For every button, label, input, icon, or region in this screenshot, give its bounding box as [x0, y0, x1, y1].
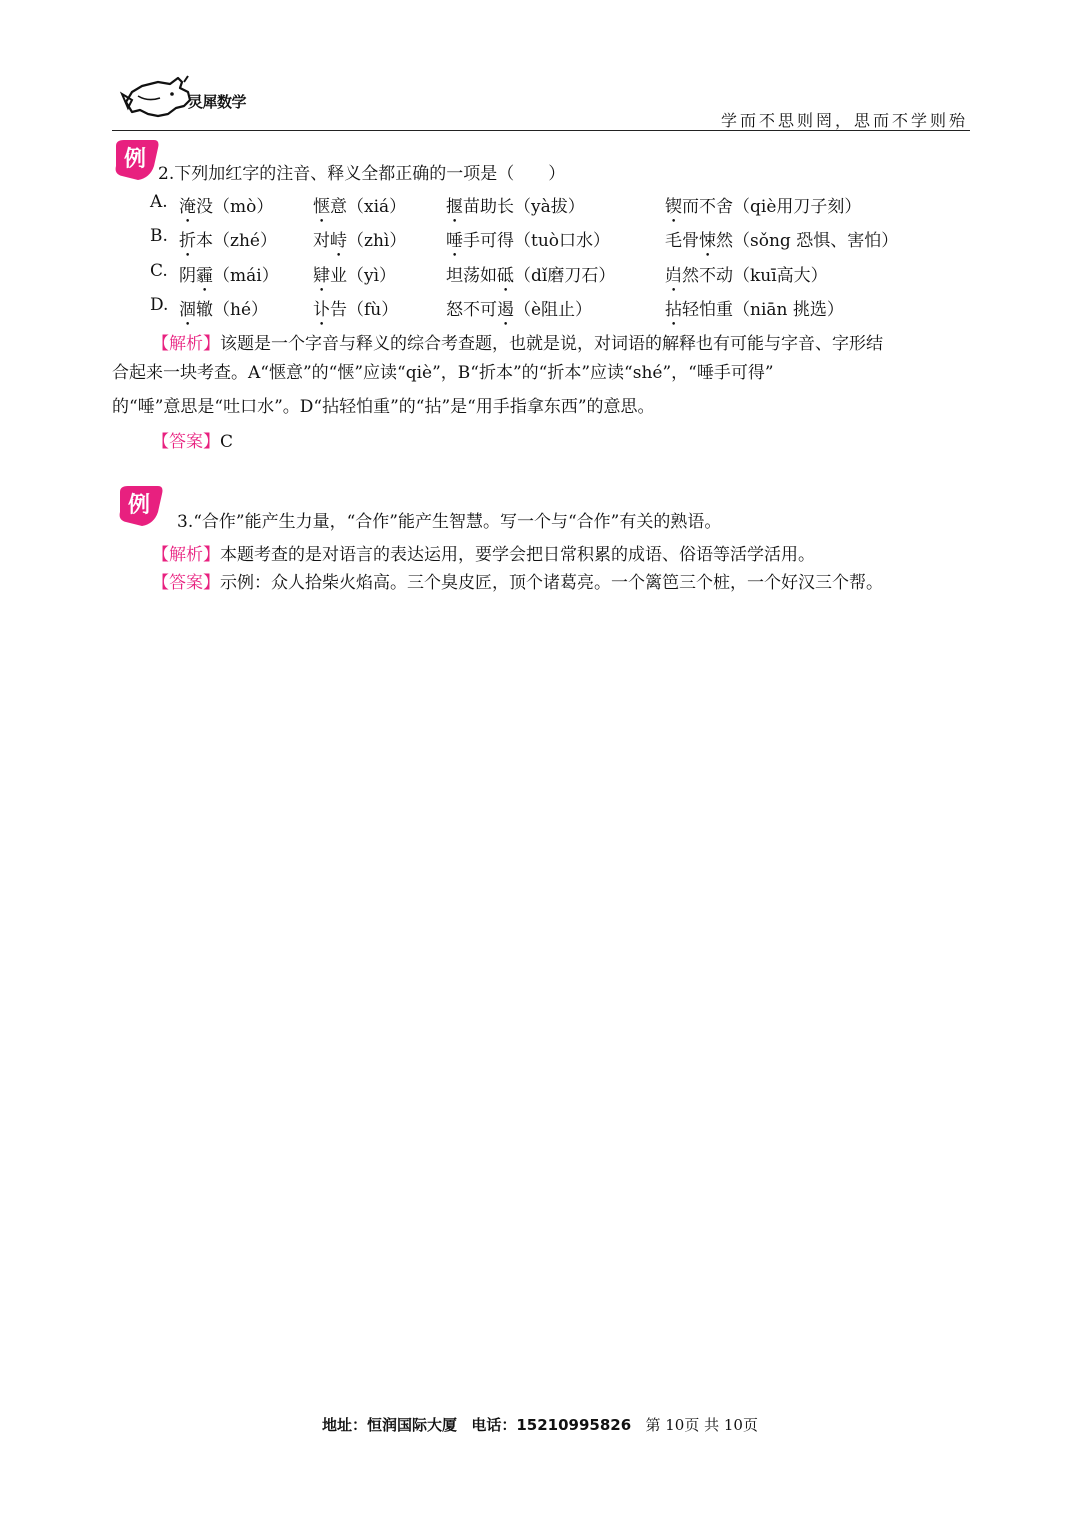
option-item: 唾手可得（tuò口水）: [446, 231, 611, 251]
answer-tag: 【答案】: [152, 432, 220, 452]
option-item: 怒不可遏（è阻止）: [446, 300, 593, 320]
footer-page-number: 第 10页 共 10页: [645, 1416, 758, 1434]
option-item: 毛骨悚然（sǒng 恐惧、害怕）: [665, 231, 899, 251]
analysis-2-line1: 【解析】该题是一个字音与释义的综合考查题，也就是说，对词语的解释也有可能与字音、字形结: [152, 334, 883, 354]
option-item: 锲而不舍（qiè用刀子刻）: [665, 197, 862, 217]
page-header: [112, 70, 970, 132]
option-item: 惬意（xiá）: [313, 197, 407, 217]
answer-tag: 【答案】: [152, 573, 220, 593]
footer-address: 地址：恒润国际大厦: [322, 1416, 458, 1434]
option-letter: B.: [150, 226, 168, 246]
analysis-2-line2: 合起来一块考查。A“惬意”的“惬”应读“qiè”，B“折本”的“折本”应读“shé”，“唾手可得”: [112, 363, 774, 383]
option-letter: C.: [150, 261, 168, 281]
question-2: 2.下列加红字的注音、释义全都正确的一项是（ ）: [158, 164, 566, 184]
header-motto: 学而不思则罔，思而不学则殆: [720, 111, 968, 130]
logo-text: 灵犀数学: [188, 93, 247, 111]
analysis-tag: 【解析】: [152, 334, 220, 354]
answer-3: 【答案】示例：众人拾柴火焰高。三个臭皮匠，顶个诸葛亮。一个篱笆三个桩，一个好汉三个帮。: [152, 573, 883, 593]
question-3: 3.“合作”能产生力量，“合作”能产生智慧。写一个与“合作”有关的熟语。: [177, 512, 722, 532]
option-item: 淹没（mò）: [179, 197, 274, 217]
option-item: 拈轻怕重（niān 挑选）: [665, 300, 844, 320]
svg-text:例: 例: [123, 147, 147, 172]
analysis-3: 【解析】本题考查的是对语言的表达运用，要学会把日常积累的成语、俗语等活学活用。: [152, 545, 815, 565]
option-letter: D.: [150, 295, 169, 315]
analysis-2-line3: 的“唾”意思是“吐口水”。D“拈轻怕重”的“拈”是“用手指拿东西”的意思。: [112, 397, 655, 417]
footer-phone: 电话：15210995826: [471, 1416, 632, 1434]
header-divider: [112, 130, 970, 131]
option-item: 讣告（fù）: [313, 300, 399, 320]
option-letter: A.: [150, 192, 168, 212]
option-item: 坦荡如砥（dǐ磨刀石）: [446, 266, 616, 286]
page-footer: [0, 1414, 1080, 1435]
option-item: 岿然不动（kuī高大）: [665, 266, 828, 286]
analysis-tag: 【解析】: [152, 545, 220, 565]
option-item: 肄业（yì）: [313, 266, 397, 286]
example-badge-icon: [112, 136, 162, 182]
svg-text:例: 例: [127, 493, 151, 518]
option-item: 涸辙（hé）: [179, 300, 269, 320]
option-item: 阴霾（mái）: [179, 266, 279, 286]
example-badge-icon: [116, 482, 166, 528]
option-item: 对峙（zhì）: [313, 231, 407, 251]
option-item: 折本（zhé）: [179, 231, 277, 251]
option-item: 揠苗助长（yà拔）: [446, 197, 585, 217]
answer-2: 【答案】C: [152, 432, 234, 452]
